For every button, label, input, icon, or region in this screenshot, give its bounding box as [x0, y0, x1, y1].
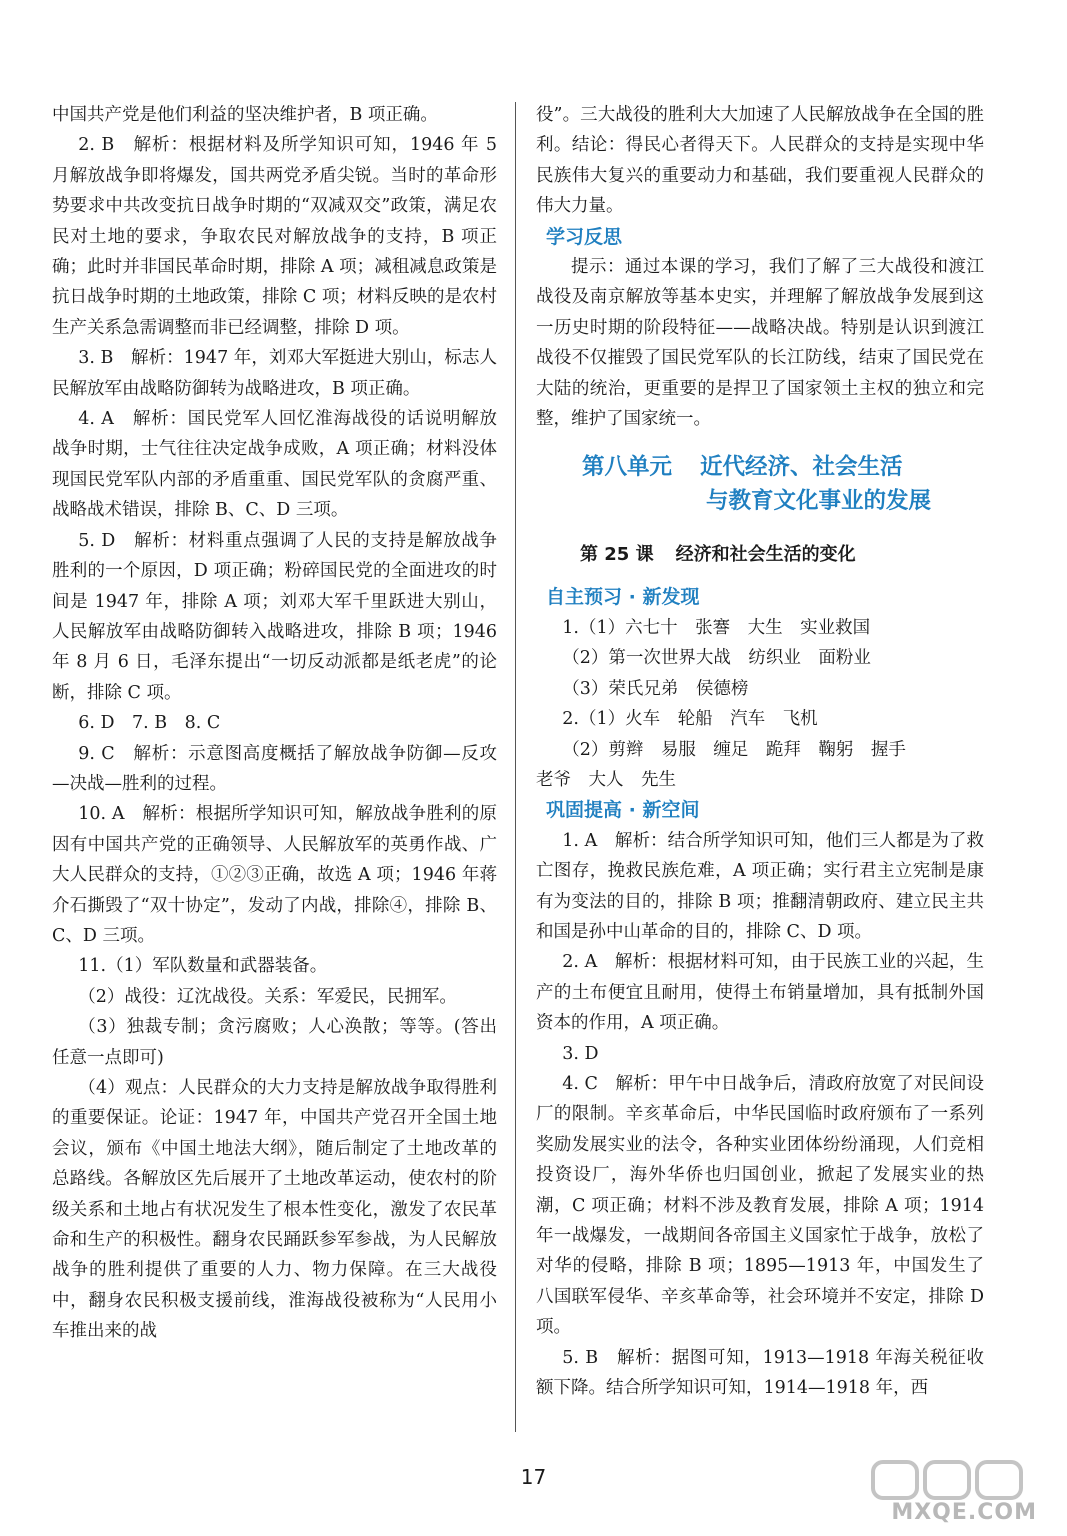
answer-paragraph: （3）独裁专制；贪污腐败；人心涣散；等等。(答出任意一点即可) [52, 1017, 497, 1068]
preview-line: 老爷 大人 先生 [536, 769, 676, 790]
preview-line: 1.（1）六七十 张謇 大生 实业救国 [562, 617, 871, 638]
answer-paragraph: 3. D [562, 1043, 599, 1064]
answer-paragraph: 11.（1）军队数量和武器装备。 [78, 956, 328, 977]
left-column [52, 100, 497, 1347]
answer-paragraph: 2. A 解析：根据材料可知，由于民族工业的兴起，生产的土布便宜且耐用，使得土布销量增加，具有抵制外国资本的作用，A 项正确。 [536, 952, 984, 1034]
answer-paragraph: 10. A 解析：根据所学知识可知，解放战争胜利的原因有中国共产党的正确领导、人民解放军的英勇作战、广大人民群众的支持，①②③正确，故选 A 项；1946 年蒋介石撕毁了“双十协定”，发动了内战，排除④，排除 B、C、D 三项。 [52, 804, 497, 946]
preview-line: （2）第一次世界大战 纺织业 面粉业 [562, 648, 871, 669]
answer-paragraph: （2）战役：辽沈战役。关系：军爱民，民拥军。 [78, 986, 457, 1007]
section-heading-reflection: 学习反思 [546, 225, 623, 248]
unit-title-line-2: 与教育文化事业的发展 [706, 488, 932, 515]
reflection-paragraph: 提示：通过本课的学习，我们了解了三大战役和渡江战役及南京解放等基本史实，并理解了解放战争发展到这一历史时期的阶段特征——战略决战。特别是认识到渡江战役不仅摧毁了国民党军队的长江防线，结束了国民党在大陆的统治，更重要的是捍卫了国家领土主权的独立和完整，维护了国家统一。 [536, 257, 984, 430]
answer-paragraph: 2. B 解析：根据材料及所学知识可知，1946 年 5 月解放战争即将爆发，国共两党矛盾尖锐。当时的革命形势要求中共改变抗日战争时期的“双减双交”政策，满足农民对土地的要求，争取农民对解放战争的支持，B 项正确；此时并非国民革命时期，排除 A 项；减租减息政策是抗日战争时期的土地政策，排除 C 项；材料反映的是农村生产关系急需调整而非已经调整，排除 D 项。 [52, 135, 497, 338]
preview-line: 2.（1）火车 轮船 汽车 飞机 [562, 709, 818, 730]
unit-title [536, 450, 984, 518]
answer-paragraph: （4）观点：人民群众的大力支持是解放战争取得胜利的重要保证。论证：1947 年，中国共产党召开全国土地会议，颁布《中国土地法大纲》，随后制定了土地改革的总路线。各解放区先后展开了土地改革运动，使农村的阶级关系和土地占有状况发生了根本性变化，激发了农民革命和生产的积极性。翻身农民踊跃参军参战，为人民解放战争的胜利提供了重要的人力、物力保障。在三大战役中，翻身农民积极支援前线，淮海战役被称为“人民用小车推出来的战 [52, 1078, 497, 1342]
answer-paragraph: 1. A 解析：结合所学知识可知，他们三人都是为了救亡图存，挽救民族危难，A 项正确；实行君主立宪制是康有为变法的目的，排除 B 项；推翻清朝政府、建立民主共和国是孙中山革命的目的，排除 C、D 项。 [536, 830, 984, 942]
answer-paragraph: 5. D 解析：材料重点强调了人民的支持是解放战争胜利的一个原因，D 项正确；粉碎国民党的全面进攻的时间是 1947 年，排除 A 项；刘邓大军千里跃进大别山，人民解放军由战略防御转入战略进攻，排除 B 项；1946 年 8 月 6 日，毛泽东提出“一切反动派都是纸老虎”的论断，排除 C 项。 [52, 530, 497, 703]
preview-line: （3）荣氏兄弟 侯德榜 [562, 678, 749, 699]
unit-label: 第八单元 [582, 454, 673, 481]
watermark-text: MXQE.COM [891, 1500, 1037, 1525]
preview-line: （2）剪辫 易服 缠足 跪拜 鞠躬 握手 [562, 739, 906, 760]
answer-paragraph: 6. D 7. B 8. C [78, 713, 221, 734]
column-divider [515, 102, 516, 1432]
lesson-label: 第 25 课 [580, 544, 654, 566]
answer-paragraph: 中国共产党是他们利益的坚决维护者，B 项正确。 [52, 105, 438, 125]
answer-paragraph: 4. A 解析：国民党军人回忆淮海战役的话说明解放战争时期，士气往往决定战争成败，A 项正确；材料没体现国民党军队内部的矛盾重重、国民党军队的贪腐严重、战略战术错误，排除 B、C、D 三项。 [52, 409, 497, 521]
section-heading-preview: 自主预习 · 新发现 [546, 586, 700, 609]
answer-paragraph: 4. C 解析：甲午中日战争后，清政府放宽了对民间设厂的限制。辛亥革命后，中华民国临时政府颁布了一系列奖励发展实业的法令，各种实业团体纷纷涌现，人们竞相投资设厂，海外华侨也归国创业，掀起了发展实业的热潮，C 项正确；材料不涉及教育发展，排除 A 项；1914 年一战爆发，一战期间各帝国主义国家忙于战争，放松了对华的侵略，排除 B 项；1895—1913 年，中国发生了八国联军侵华、辛亥革命等，社会环境并不安定，排除 D 项。 [536, 1073, 984, 1338]
lesson-title [536, 540, 984, 570]
answer-paragraph: 5. B 解析：据图可知，1913—1918 年海关税征收额下降。结合所学知识可知，1914—1918 年，西 [536, 1347, 984, 1399]
section-heading-consolidate: 巩固提高 · 新空间 [546, 799, 700, 822]
answer-paragraph: 9. C 解析：示意图高度概括了解放战争防御—反攻—决战—胜利的过程。 [52, 743, 497, 794]
right-column [536, 100, 984, 1403]
answer-paragraph: 3. B 解析：1947 年，刘邓大军挺进大别山，标志人民解放军由战略防御转为战略进攻，B 项正确。 [52, 348, 497, 399]
lesson-name: 经济和社会生活的变化 [675, 544, 856, 566]
unit-title-line-1: 近代经济、社会生活 [700, 454, 903, 481]
page-number: 17 [520, 1465, 547, 1489]
answer-paragraph: 役”。三大战役的胜利大大加速了人民解放战争在全国的胜利。结论：得民心者得天下。人民群众的支持是实现中华民族伟大复兴的重要动力和基础，我们要重视人民群众的伟大力量。 [536, 105, 984, 217]
